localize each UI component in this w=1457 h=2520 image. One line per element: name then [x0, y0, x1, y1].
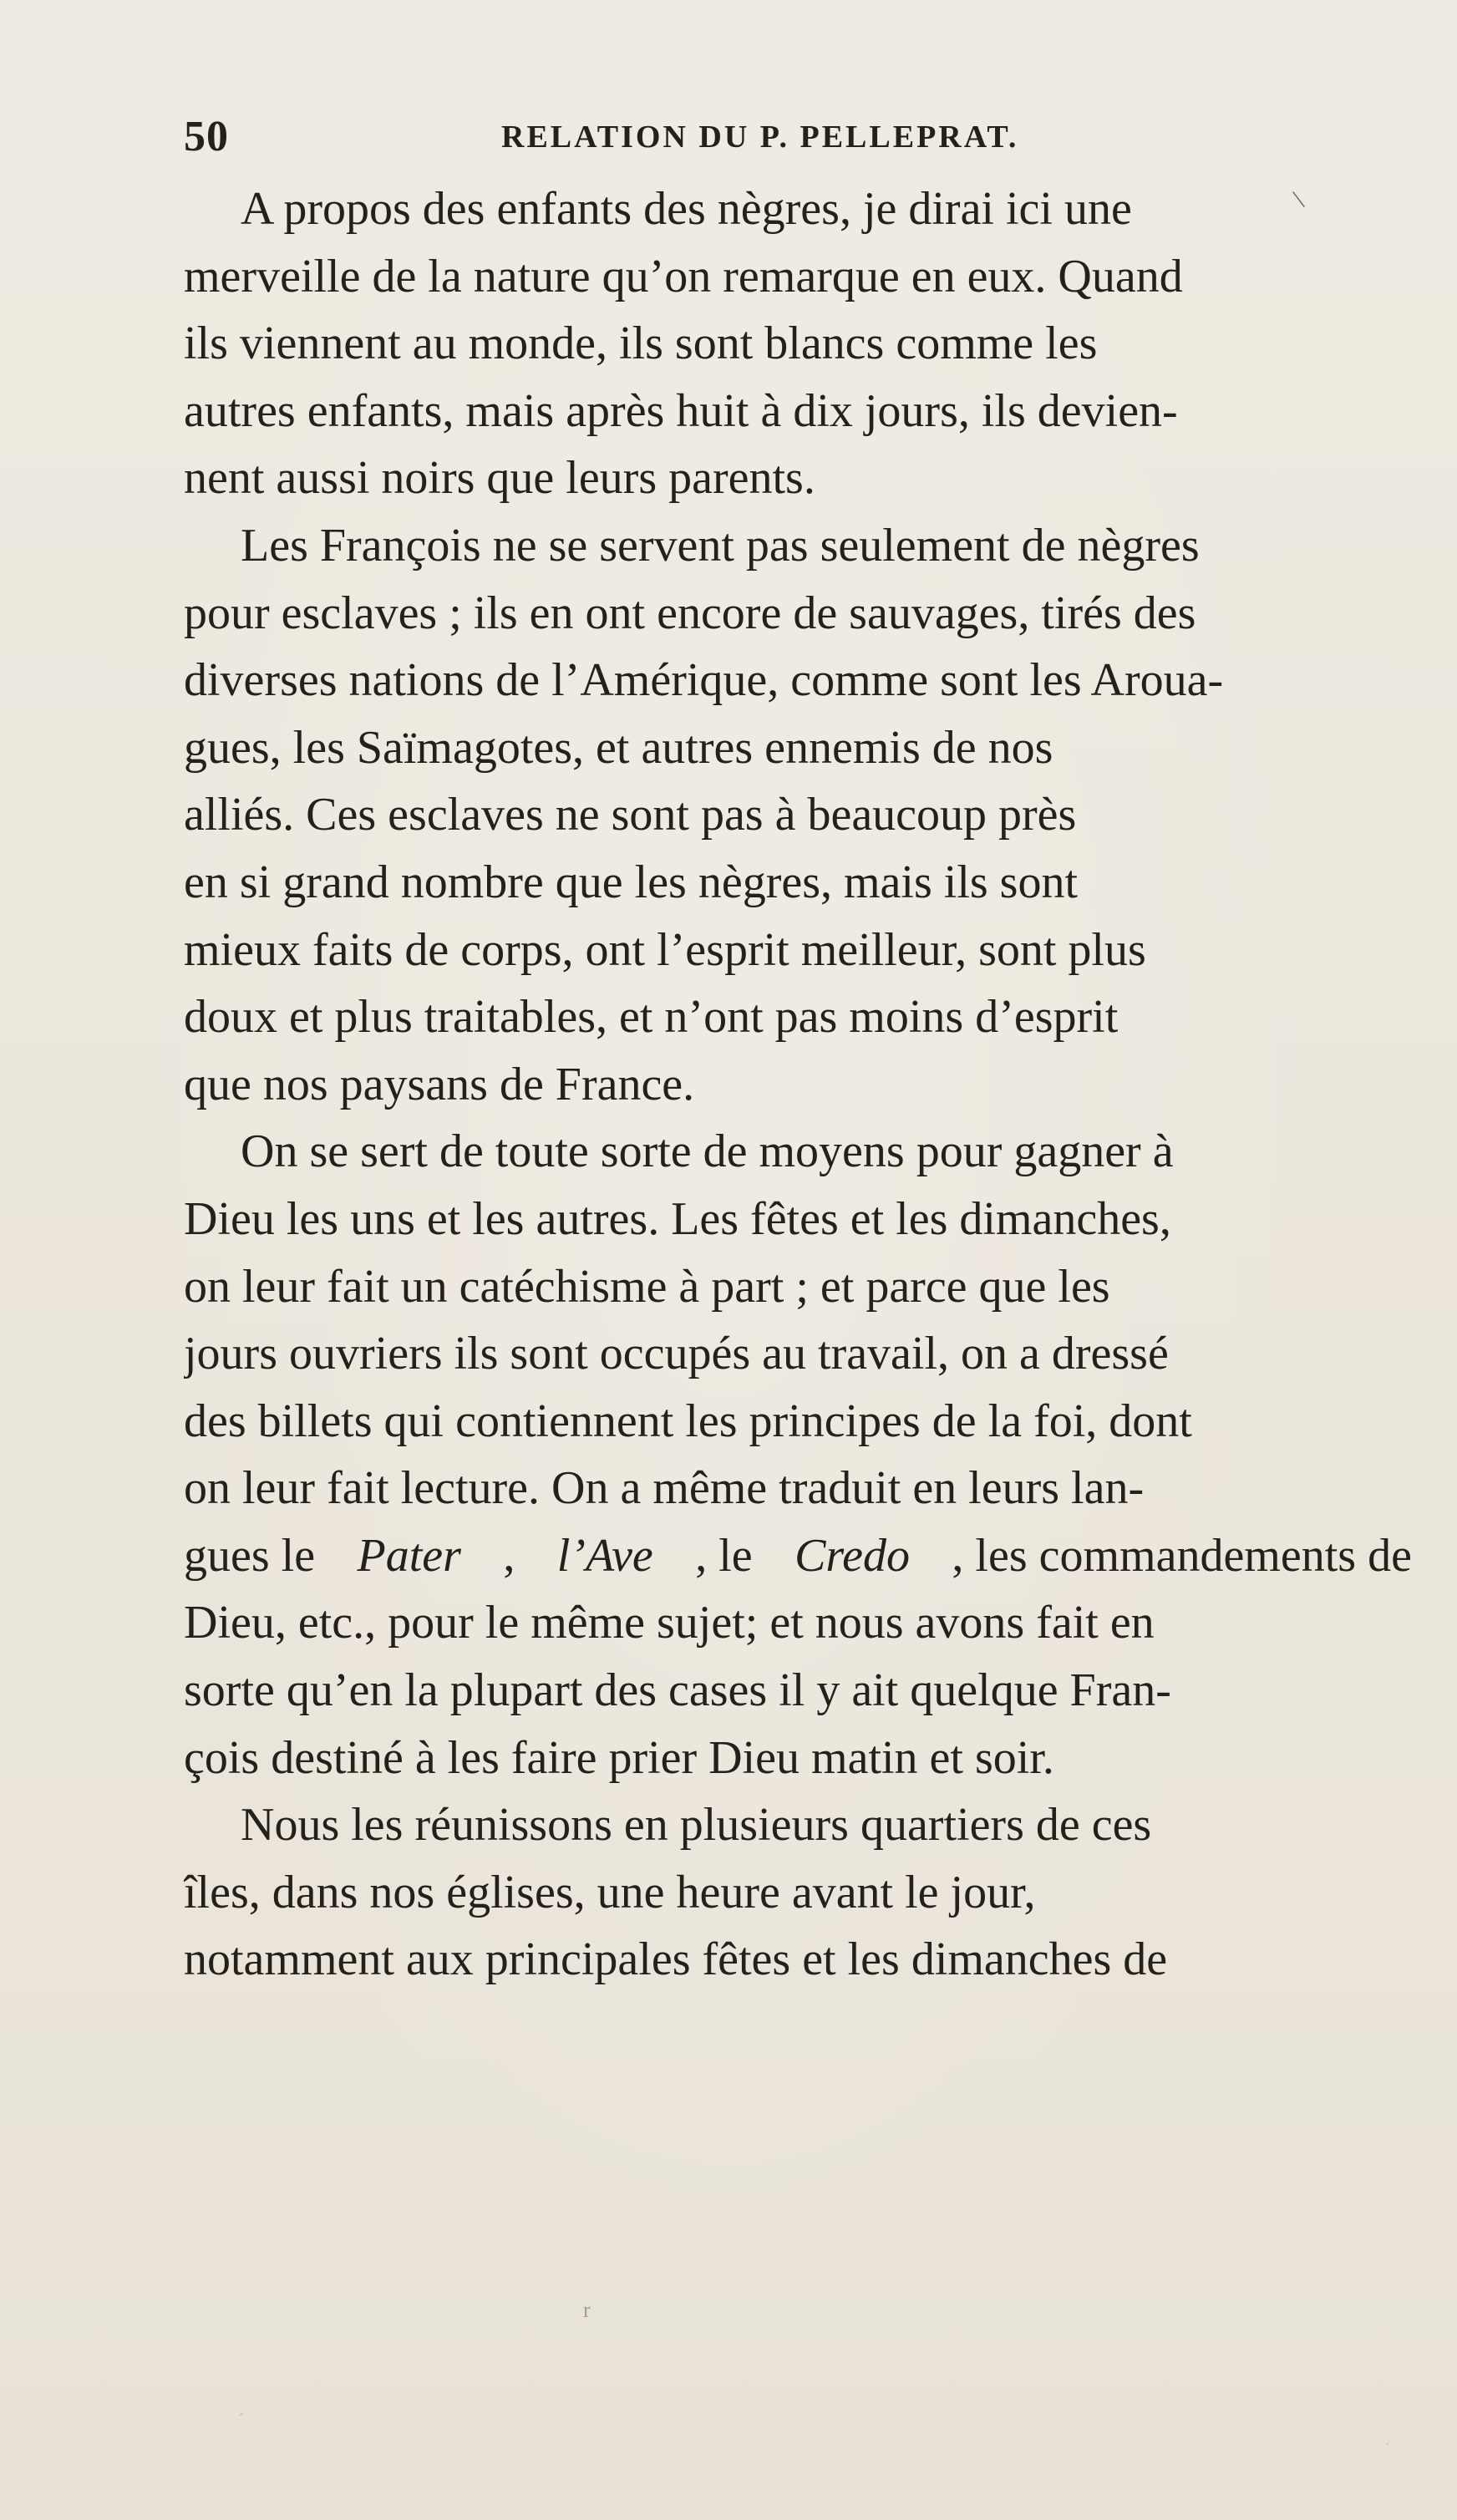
text-line: ils viennent au monde, ils sont blancs comme les	[184, 318, 1098, 370]
text-line: pour esclaves ; ils en ont encore de sauvages, tirés des	[184, 587, 1196, 639]
text-line: alliés. Ces esclaves ne sont pas à beaucoup près	[184, 789, 1077, 841]
text-line: des billets qui contiennent les principes de la foi, dont	[184, 1395, 1192, 1447]
text-line	[184, 1522, 1412, 1590]
italic-word: l’Ave	[556, 1529, 653, 1582]
text-line: on leur fait un catéchisme à part ; et parce que les	[184, 1260, 1110, 1313]
text-line: Nous les réunissons en plusieurs quartiers de ces	[241, 1799, 1152, 1852]
italic-word: Pater	[357, 1529, 461, 1582]
text-line: nent aussi noirs que leurs parents.	[184, 452, 815, 505]
body-text	[184, 175, 1412, 1994]
running-title: RELATION DU P. PELLEPRAT.	[501, 119, 1019, 155]
text-segment: , les commandements de	[952, 1529, 1412, 1582]
italic-word: Credo	[794, 1529, 910, 1582]
text-segment: ,	[503, 1529, 515, 1582]
text-line: notamment aux principales fêtes et les dimanches de	[184, 1933, 1168, 1986]
text-line: autres enfants, mais après huit à dix jours, ils devien-	[184, 384, 1178, 437]
page-number: 50	[184, 113, 229, 160]
text-segment: , le	[695, 1529, 753, 1582]
scan-mark: \	[1290, 183, 1307, 215]
text-line: jours ouvriers ils sont occupés au travail, on a dressé	[184, 1328, 1169, 1380]
scan-mark: r	[583, 2298, 591, 2322]
text-line: gues, les Saïmagotes, et autres ennemis de nos	[184, 721, 1053, 774]
text-line: îles, dans nos églises, une heure avant le jour,	[184, 1866, 1036, 1918]
scan-mark: -	[233, 2405, 247, 2422]
text-line: en si grand nombre que les nègres, mais ils sont	[184, 856, 1079, 908]
text-line: diverses nations de l’Amérique, comme sont les Aroua-	[184, 654, 1224, 707]
text-line: doux et plus traitables, et n’ont pas moins d’esprit	[184, 991, 1119, 1044]
text-line: mieux faits de corps, ont l’esprit meilleur, sont plus	[184, 923, 1146, 976]
text-line: que nos paysans de France.	[184, 1058, 695, 1110]
text-line: Les François ne se servent pas seulement de nègres	[241, 519, 1200, 572]
text-line: on leur fait lecture. On a même traduit en leurs lan-	[184, 1462, 1145, 1515]
text-line: Dieu, etc., pour le même sujet; et nous avons fait en	[184, 1597, 1155, 1649]
text-segment: gues le	[184, 1529, 316, 1582]
text-line: çois destiné à les faire prier Dieu matin et soir.	[184, 1731, 1054, 1784]
text-line: sorte qu’en la plupart des cases il y ait quelque Fran-	[184, 1664, 1171, 1717]
text-line: Dieu les uns et les autres. Les fêtes et les dimanches,	[184, 1192, 1171, 1245]
text-line: A propos des enfants des nègres, je dirai ici une	[241, 183, 1132, 235]
scan-mark: .	[1384, 2431, 1394, 2449]
text-line: merveille de la nature qu’on remarque en eux. Quand	[184, 250, 1183, 302]
text-line: On se sert de toute sorte de moyens pour gagner à	[241, 1125, 1174, 1178]
